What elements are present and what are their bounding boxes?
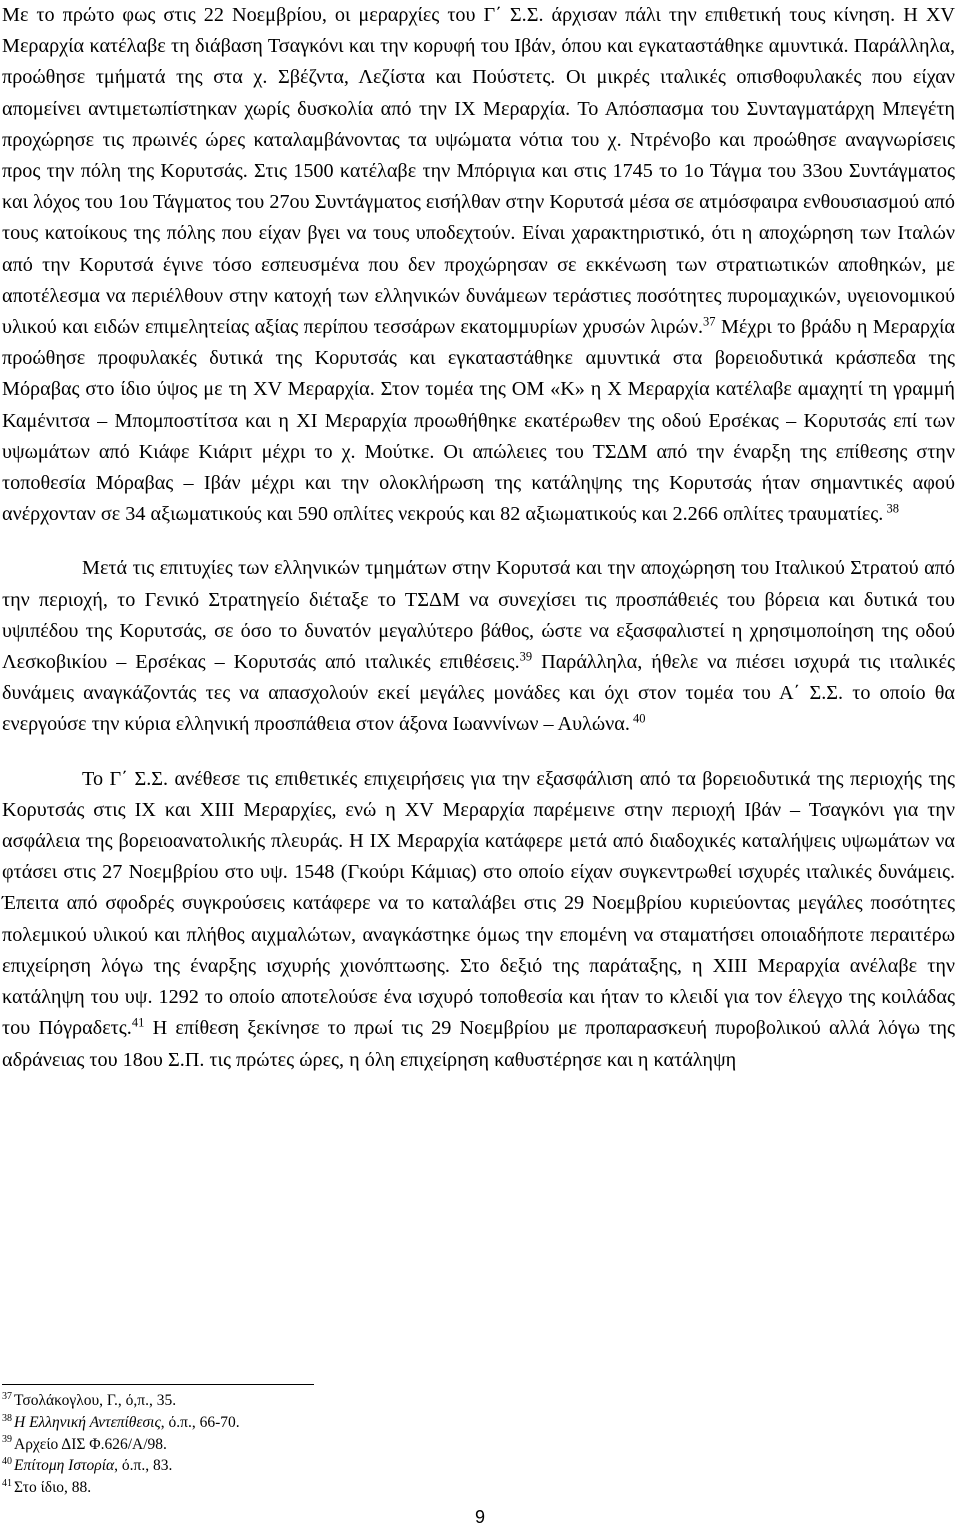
footnote-text: Αρχείο ΔΙΣ Φ.626/Α/98. (14, 1435, 167, 1453)
paragraph-3-text-b: Η επίθεση ξεκίνησε το πρωί τις 29 Νοεμβρίου με προπαρασκευή πυροβολικού αλλά λόγω της αδράνειας του 18ου Σ.Π. τις πρώτες ώρες, η όλη επιχείρηση καθυστέρησε και η κατάληψη (2, 1017, 955, 1071)
footnote-39 (2, 1434, 702, 1456)
footnote-ref-41[interactable]: 41 (131, 1015, 145, 1030)
footnote-38 (2, 1412, 702, 1434)
footnote-41 (2, 1477, 702, 1499)
footnote-text: Στο ίδιο, 88. (14, 1479, 92, 1497)
footnote-title: Η Ελληνική Αντεπίθεσις (14, 1413, 161, 1431)
footnote-number: 40 (2, 1456, 12, 1468)
footnote-ref-38[interactable]: 38 (883, 501, 899, 516)
footnotes (2, 1390, 702, 1499)
paragraph-1-text-b: Μέχρι το βράδυ η Μεραρχία προώθησε προφυλακές δυτικά της Κορυτσάς και εγκαταστάθηκε αμυντικά στα βορειοδυτικά κράσπεδα της Μόραβας στο ίδιο ύψος με τη XV Μεραρχία. Στον τομέα της ΟΜ «Κ» η X Μεραρχία κατέλαβε αμαχητί τη γραμμή Καμένιτσα – Μπομποστίτσα και η XI Μεραρχία προωθήθηκε εκατέρωθεν της οδού Ερσέκας – Κορυτσάς επί των υψωμάτων από Κιάφε Κιάριτ μέχρι το χ. Μούτκε. Οι απώλειες του ΤΣΔΜ από την έναρξη της επίθεσης στην τοποθεσία Μόραβας – Ιβάν μέχρι και την ολοκλήρωση της κατάληψης της Κορυτσάς ήταν σημαντικές αφού ανέρχονταν σε 34 αξιωματικούς και 590 οπλίτες νεκρούς και 82 αξιωματικούς και 2.266 οπλίτες τραυματίες. (2, 316, 955, 526)
footnote-37 (2, 1390, 702, 1412)
paragraph-1-text-a: Με το πρώτο φως στις 22 Νοεμβρίου, οι μεραρχίες του Γ΄ Σ.Σ. άρχισαν πάλι την επιθετική τους κίνηση. Η XV Μεραρχία κατέλαβε τη διάβαση Τσαγκόνι και την κορυφή του Ιβάν, όπου και εγκαταστάθηκε αμυντικά. Παράλληλα, προώθησε τμήματά της στα χ. Σβέζντα, Λεζίστα και Πούστετς. Οι μικρές ιταλικές οπισθοφυλακές που είχαν απομείνει αντιμετωπίστηκαν χωρίς δυσκολία από την IX Μεραρχία. Το Απόσπασμα του Συνταγματάρχη Μπεγέτη προχώρησε τις πρωινές ώρες καταλαμβάνοντας τα υψώματα νότια του χ. Ντρένοβο και προώθησε αναγνωρίσεις προς την πόλη της Κορυτσάς. Στις 1500 κατέλαβε την Μπόριγια και στις 1745 το 1ο Τάγμα του 33ου Συντάγματος και λόχος του 1ου Τάγματος του 27ου Συντάγματος εισήλθαν στην Κορυτσά μέσα σε ατμόσφαιρα ενθουσιασμού από τους κατοίκους της πόλης που είχαν βγει να τους υποδεχτούν. Είναι χαρακτηριστικό, ότι η αποχώρηση των Ιταλών από την Κορυτσά έγινε τόσο εσπευσμένα που δεν προχώρησαν σε εκκένωση των στρατιωτικών αποθηκών, με αποτέλεσμα να περιέλθουν στην κατοχή των ελληνικών δυνάμεων τεράστιες ποσότητες πυρομαχικών, υγειονομικού υλικού και ειδών επιμελητείας αξίας περίπου τεσσάρων εκατομμυρίων χρυσών λιρών. (2, 4, 955, 339)
footnote-number: 41 (2, 1478, 12, 1490)
paragraph-2 (2, 553, 955, 740)
footnote-text-tail: , ό.π., 83. (114, 1457, 173, 1475)
footnote-ref-37[interactable]: 37 (703, 314, 716, 329)
paragraph-3-text-a: Το Γ΄ Σ.Σ. ανέθεσε τις επιθετικές επιχειρήσεις για την εξασφάλιση από τα βορειοδυτικά της περιοχής της Κορυτσάς στις IX και XIII Μεραρχίες, ενώ η XV Μεραρχία παρέμεινε στην περιοχή Ιβάν – Τσαγκόνι για την ασφάλεια της βορειοανατολικής πλευράς. Η IX Μεραρχία κατάφερε μετά από διαδοχικές καταλήψεις υψωμάτων να φτάσει στις 27 Νοεμβρίου στο υψ. 1548 (Γκούρι Κάμιας) στο οποίο είχαν συγκεντρωθεί ισχυρές ιταλικές δυνάμεις. Έπειτα από σφοδρές συγκρούσεις κατάφερε να το καταλάβει στις 29 Νοεμβρίου κυριεύοντας μεγάλες ποσότητες πολεμικού υλικού και πλήθος αιχμαλώτων, αναγκάστηκε όμως την επομένη να σταματήσει οποιαδήποτε περαιτέρω επιχείρηση λόγω της έναρξης ισχυρής χιονόπτωσης. Στο δεξιό της παράταξης, η XIII Μεραρχία ανέλαβε την κατάληψη του υψ. 1292 το οποίο αποτελούσε ένα ισχυρό τοποθεσία και ήταν το κλειδί για τον έλεγχο της κοιλάδας του Πόγραδετς. (2, 767, 955, 1040)
paragraph-2-text-b: Παράλληλα, ήθελε να πιέσει ισχυρά τις ιταλικές δυνάμεις αναγκάζοντάς τες να απασχολούν εκεί μεγάλες μονάδες και όχι στον τομέα του Α΄ Σ.Σ. το οποίο θα ενεργούσε την κύρια ελληνική προσπάθεια στον άξονα Ιωαννίνων – Αυλώνα. (2, 651, 955, 736)
footnote-text: Τσολάκογλου, Γ., (14, 1392, 126, 1409)
footnote-40 (2, 1455, 702, 1477)
paragraph-2-text-a: Μετά τις επιτυχίες των ελληνικών τμημάτων στην Κορυτσά και την αποχώρηση του Ιταλικού Στρατού από την περιοχή, το Γενικό Στρατηγείο διέταξε το ΤΣΔΜ να συνεχίσει τις προσπάθειές του βόρεια και δυτικά του υψιπέδου της Κορυτσάς, σε όσο το δυνατόν μεγαλύτερο βάθος, ώστε να εξασφαλιστεί η χρησιμοποίηση της οδού Λεσκοβικίου – Ερσέκας – Κορυτσάς από ιταλικές επιθέσεις. (2, 557, 955, 674)
footnote-separator (2, 1384, 314, 1385)
paragraph-1 (2, 0, 955, 530)
footnote-number: 39 (2, 1434, 12, 1446)
footnote-number: 37 (2, 1390, 12, 1402)
footnote-ref-39[interactable]: 39 (519, 649, 533, 664)
footnote-text-tail: ό,π., 35. (125, 1392, 177, 1409)
footnote-ref-40[interactable]: 40 (629, 711, 646, 726)
paragraph-3 (2, 764, 955, 1076)
footnote-number: 38 (2, 1412, 12, 1424)
page-number: 9 (474, 1507, 485, 1527)
body-text (2, 0, 955, 1076)
footnote-text-tail: , ό.π., 66-70. (160, 1413, 240, 1431)
footnote-title: Επίτομη Ιστορία (14, 1457, 115, 1475)
